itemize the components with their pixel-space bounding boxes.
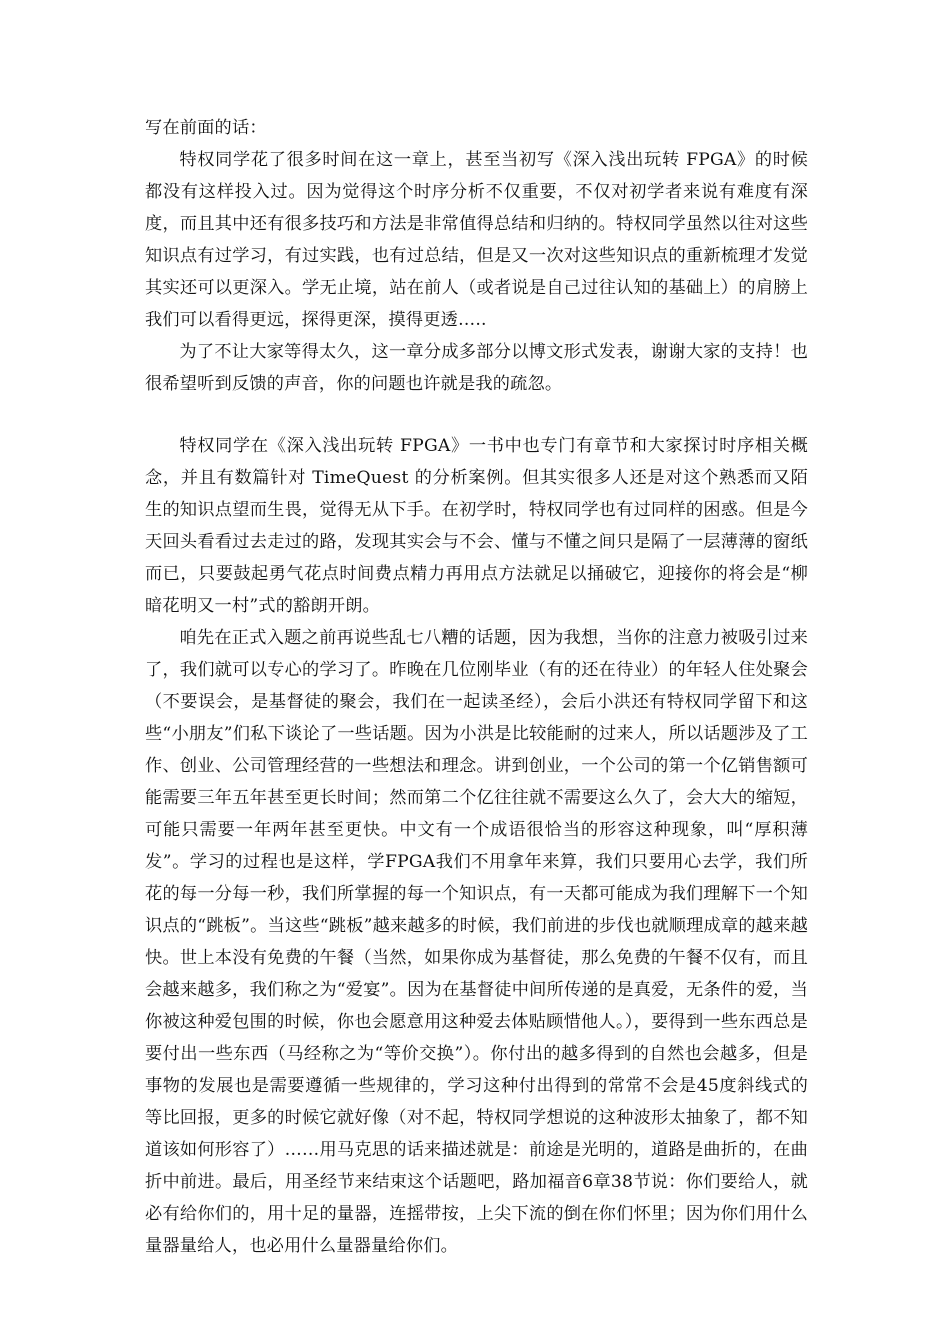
paragraph-3: 特权同学在《深入浅出玩转 FPGA》一书中也专门有章节和大家探讨时序相关概念，并且有数篇针对 TimeQuest 的分析案例。但其实很多人还是对这个熟悉而又陌生的知识点望而生畏，觉得无从下手。在初学时，特权同学也有过同样的困惑。但是今天回头看看过去走过的路，发现其实会与不会、懂与不懂之间只是隔了一层薄薄的窗纸而已，只要鼓起勇气花点时间费点精力再用点方法就足以捅破它，迎接你的将会是“柳暗花明又一村”式的豁朗开朗。 xyxy=(145,436,808,616)
paragraph-1: 特权同学花了很多时间在这一章上，甚至当初写《深入浅出玩转 FPGA》的时候都没有这样投入过。因为觉得这个时序分析不仅重要，不仅对初学者来说有难度有深度，而且其中还有很多技巧和方法是非常值得总结和归纳的。特权同学虽然以往对这些知识点有过学习，有过实践，也有过总结，但是又一次对这些知识点的重新梳理才发觉其实还可以更深入。学无止境，站在前人（或者说是自己过往认知的基础上）的肩膀上我们可以看得更远，探得更深，摸得更透….. xyxy=(145,150,808,330)
paragraph-4: 咱先在正式入题之前再说些乱七八糟的话题，因为我想，当你的注意力被吸引过来了，我们就可以专心的学习了。昨晚在几位刚毕业（有的还在待业）的年轻人住处聚会（不要误会，是基督徒的聚会，我们在一起读圣经），会后小洪还有特权同学留下和这些“小朋友”们私下谈论了一些话题。因为小洪是比较能耐的过来人，所以话题涉及了工作、创业、公司管理经营的一些想法和理念。讲到创业，一个公司的第一个亿销售额可能需要三年五年甚至更长时间；然而第二个亿往往就不需要这么久了，会大大的缩短，可能只需要一年两年甚至更快。中文有一个成语很恰当的形容这种现象，叫“厚积薄发”。学习的过程也是这样，学FPGA我们不用拿年来算，我们只要用心去学，我们所花的每一分每一秒，我们所掌握的每一个知识点，有一天都可能成为我们理解下一个知识点的“跳板”。当这些“跳板”越来越多的时候，我们前进的步伐也就顺理成章的越来越快。世上本没有免费的午餐（当然，如果你成为基督徒，那么免费的午餐不仅有，而且会越来越多，我们称之为“爱宴”。因为在基督徒中间所传递的是真爱，无条件的爱，当你被这种爱包围的时候，你也会愿意用这种爱去体贴顾惜他人。），要得到一些东西总是要付出一些东西（马经称之为“等价交换”）。你付出的越多得到的自然也会越多，但是事物的发展也是需要遵循一些规律的，学习这种付出得到的常常不会是45度斜线式的等比回报，更多的时候它就好像（对不起，特权同学想说的这种波形太抽象了，都不知道该如何形容了）……用马克思的话来描述就是：前途是光明的，道路是曲折的，在曲折中前进。最后，用圣经节来结束这个话题吧，路加福音6章38节说：你们要给人，就必有给你们的，用十足的量器，连摇带按，上尖下流的倒在你们怀里；因为你们用什么量器量给人，也必用什么量器量给你们。 xyxy=(145,628,808,1256)
preface-heading: 写在前面的话： xyxy=(145,118,267,138)
paragraph-2: 为了不让大家等得太久，这一章分成多部分以博文形式发表，谢谢大家的支持！也很希望听到反馈的声音，你的问题也许就是我的疏忽。 xyxy=(145,342,808,394)
paragraph-spacer xyxy=(145,400,808,430)
document-body xyxy=(145,112,808,1262)
